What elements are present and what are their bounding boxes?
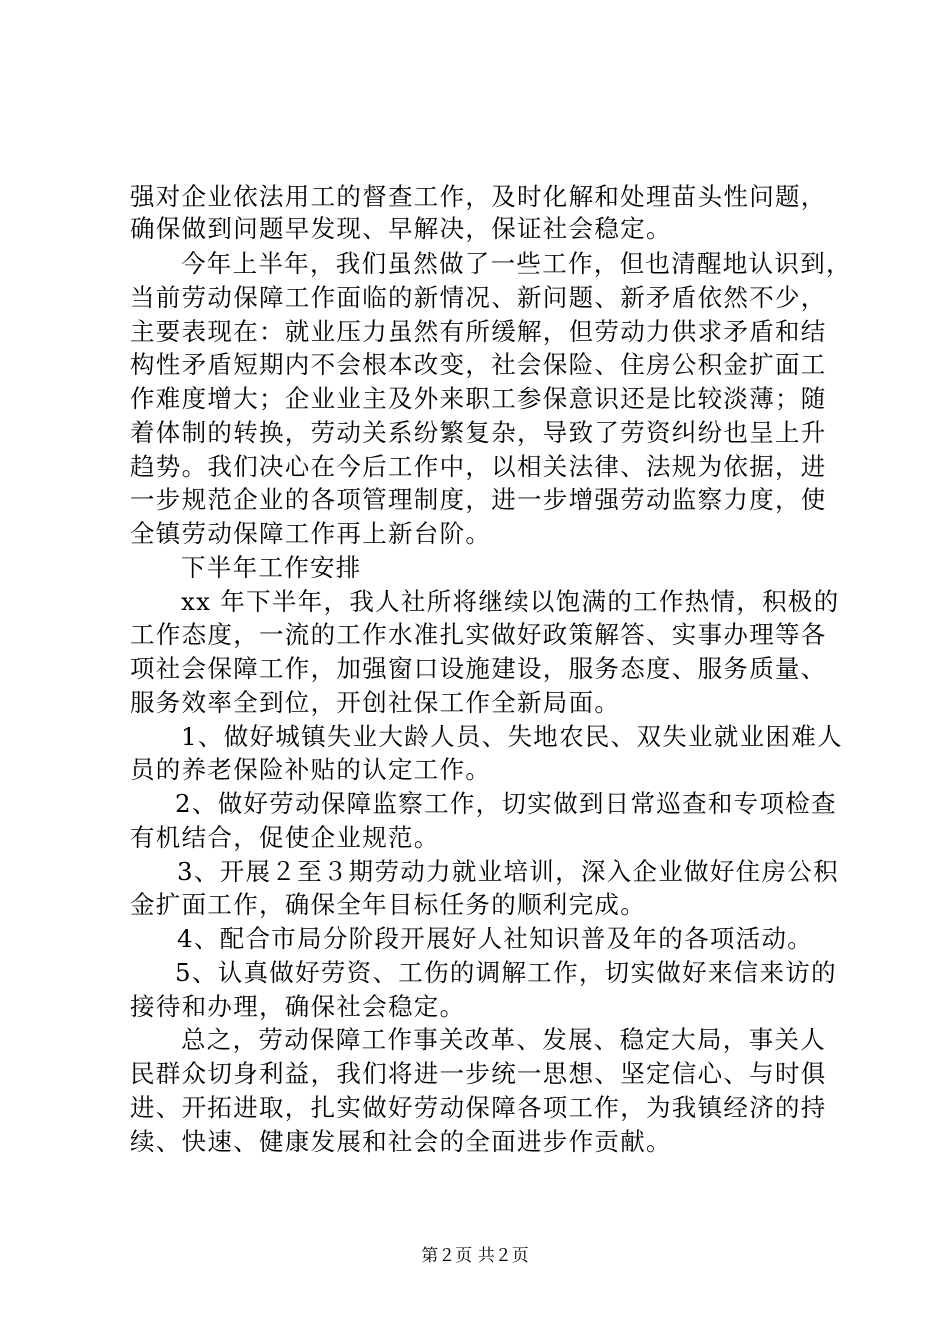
paragraph-line: 续、快速、健康发展和社会的全面进步作贡献。: [130, 1127, 672, 1156]
page-number-footer: 第２页 共２页: [421, 1246, 529, 1266]
paragraph-line: 着体制的转换，劳动关系纷繁复杂，导致了劳资纠纷也呈上升: [130, 418, 827, 447]
paragraph-line: 总之，劳动保障工作事关改革、发展、稳定大局，事关人: [181, 1025, 826, 1054]
list-item-line: 5、认真做好劳资、工伤的调解工作，切实做好来信来访的: [175, 958, 837, 987]
section-heading: 下半年工作安排: [181, 553, 362, 582]
list-item-line: 3、开展２至３期劳动力就业培训，深入企业做好住房公积: [177, 857, 839, 886]
paragraph-line: 服务效率全到位，开创社保工作全新局面。: [130, 688, 621, 717]
paragraph-line: 确保做到问题早发现、早解决，保证社会稳定。: [130, 214, 672, 243]
list-item-line: 有机结合，促使企业规范。: [130, 823, 440, 852]
paragraph-line: 进、开拓进取，扎实做好劳动保障各项工作，为我镇经济的持: [130, 1093, 827, 1122]
list-item-line: 接待和办理，确保社会稳定。: [130, 992, 466, 1021]
paragraph-line: 作难度增大；企业业主及外来职工参保意识还是比较淡薄；随: [130, 384, 827, 413]
paragraph-line: 当前劳动保障工作面临的新情况、新问题、新矛盾依然不少，: [130, 283, 827, 312]
paragraph-line: 全镇劳动保障工作再上新台阶。: [130, 519, 492, 548]
list-item-line: 4、配合市局分阶段开展好人社知识普及年的各项活动。: [177, 924, 814, 953]
paragraph-line: 项社会保障工作，加强窗口设施建设，服务态度、服务质量、: [130, 654, 827, 683]
paragraph-line: 主要表现在：就业压力虽然有所缓解，但劳动力供求矛盾和结: [130, 317, 827, 346]
list-item-line: 员的养老保险补贴的认定工作。: [130, 755, 492, 784]
list-item-line: 1、做好城镇失业大龄人员、失地农民、双失业就业困难人: [181, 722, 843, 751]
paragraph-line: 今年上半年，我们虽然做了一些工作，但也清醒地认识到，: [181, 249, 852, 278]
list-item-line: 金扩面工作，确保全年目标任务的顺利完成。: [130, 890, 646, 919]
paragraph-line: 民群众切身利益，我们将进一步统一思想、坚定信心、与时俱: [130, 1059, 827, 1088]
paragraph-line: 一步规范企业的各项管理制度，进一步增强劳动监察力度，使: [130, 485, 827, 514]
paragraph-line: 构性矛盾短期内不会根本改变，社会保险、住房公积金扩面工: [130, 350, 827, 379]
paragraph-line: xx 年下半年，我人社所将继续以饱满的工作热情，积极的: [181, 587, 840, 616]
paragraph-line: 趋势。我们决心在今后工作中，以相关法律、法规为依据，进: [130, 452, 827, 481]
list-item-line: 2、做好劳动保障监察工作，切实做到日常巡查和专项检查: [175, 789, 837, 818]
paragraph-line: 强对企业依法用工的督查工作，及时化解和处理苗头性问题，: [130, 182, 827, 211]
paragraph-line: 工作态度，一流的工作水准扎实做好政策解答、实事办理等各: [130, 620, 827, 649]
